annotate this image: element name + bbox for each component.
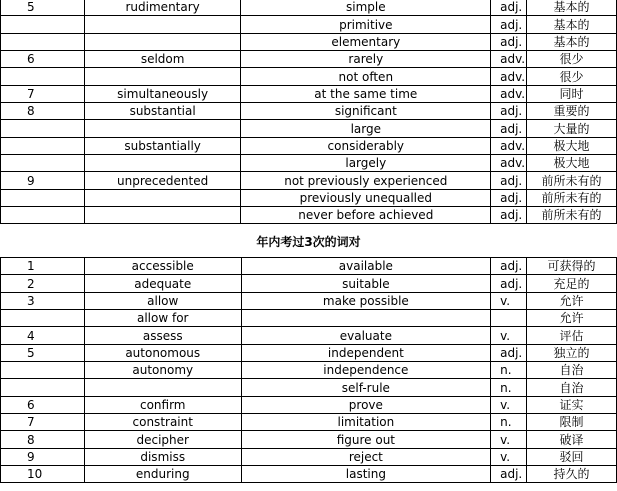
table-row (1, 258, 617, 275)
cell-part-of-speech: adj. (491, 275, 527, 292)
cell-number: 6 (1, 51, 85, 68)
table-row (1, 310, 617, 327)
cell-number: 8 (1, 431, 85, 448)
cell-number: 7 (1, 85, 85, 102)
table-row (1, 396, 617, 413)
cell-synonym: make possible (241, 292, 491, 309)
cell-part-of-speech: adj. (491, 120, 527, 137)
cell-part-of-speech: adj. (491, 466, 527, 483)
cell-chinese-meaning: 基本的 (527, 16, 617, 33)
table-row (1, 327, 617, 344)
cell-synonym: simple (241, 0, 491, 16)
cell-word: assess (84, 327, 241, 344)
cell-part-of-speech: v. (491, 448, 527, 465)
cell-synonym: available (241, 258, 491, 275)
cell-part-of-speech: adj. (491, 103, 527, 120)
table-row (1, 103, 617, 120)
cell-number (1, 16, 85, 33)
cell-part-of-speech: n. (491, 362, 527, 379)
cell-chinese-meaning: 大量的 (527, 120, 617, 137)
table-row (1, 379, 617, 396)
cell-part-of-speech: v. (491, 327, 527, 344)
cell-number: 9 (1, 172, 85, 189)
cell-synonym (241, 310, 491, 327)
cell-number (1, 310, 85, 327)
cell-part-of-speech: n. (491, 414, 527, 431)
cell-number: 1 (1, 258, 85, 275)
cell-part-of-speech: adv. (491, 85, 527, 102)
cell-part-of-speech: adv. (491, 155, 527, 172)
cell-word: rudimentary (84, 0, 241, 16)
table-row (1, 414, 617, 431)
cell-word: dismiss (84, 448, 241, 465)
cell-part-of-speech: adj. (491, 258, 527, 275)
cell-synonym: large (241, 120, 491, 137)
cell-part-of-speech: adj. (491, 207, 527, 224)
cell-chinese-meaning: 证实 (527, 396, 617, 413)
cell-word: simultaneously (84, 85, 241, 102)
cell-number (1, 33, 85, 50)
cell-part-of-speech: adj. (491, 0, 527, 16)
cell-number: 6 (1, 396, 85, 413)
cell-word: confirm (84, 396, 241, 413)
table-row (1, 189, 617, 206)
table-row (1, 344, 617, 361)
table-row (1, 207, 617, 224)
cell-word: substantially (84, 137, 241, 154)
cell-synonym: independence (241, 362, 491, 379)
cell-chinese-meaning: 前所未有的 (527, 207, 617, 224)
cell-synonym: reject (241, 448, 491, 465)
cell-chinese-meaning: 极大地 (527, 137, 617, 154)
table-row (1, 466, 617, 483)
table-row (1, 431, 617, 448)
cell-number (1, 155, 85, 172)
cell-chinese-meaning: 基本的 (527, 0, 617, 16)
cell-word (84, 68, 241, 85)
cell-number: 3 (1, 292, 85, 309)
cell-chinese-meaning: 独立的 (527, 344, 617, 361)
cell-synonym: elementary (241, 33, 491, 50)
cell-synonym: lasting (241, 466, 491, 483)
table-row (1, 16, 617, 33)
cell-part-of-speech: v. (491, 431, 527, 448)
cell-chinese-meaning: 重要的 (527, 103, 617, 120)
cell-word (84, 16, 241, 33)
cell-synonym: not previously experienced (241, 172, 491, 189)
cell-number (1, 120, 85, 137)
vocab-table-1 (0, 0, 617, 224)
table-row (1, 292, 617, 309)
cell-synonym: limitation (241, 414, 491, 431)
cell-word (84, 120, 241, 137)
cell-synonym: prove (241, 396, 491, 413)
cell-word: decipher (84, 431, 241, 448)
cell-word: unprecedented (84, 172, 241, 189)
table-row (1, 33, 617, 50)
cell-synonym: not often (241, 68, 491, 85)
cell-word: adequate (84, 275, 241, 292)
table-row (1, 275, 617, 292)
cell-word: allow (84, 292, 241, 309)
cell-word (84, 207, 241, 224)
cell-synonym: self-rule (241, 379, 491, 396)
cell-part-of-speech: v. (491, 396, 527, 413)
vocab-table-2 (0, 257, 617, 483)
cell-synonym: never before achieved (241, 207, 491, 224)
cell-part-of-speech: adv. (491, 51, 527, 68)
table-row (1, 448, 617, 465)
cell-part-of-speech: adj. (491, 16, 527, 33)
cell-number: 9 (1, 448, 85, 465)
section-title: 年内考过3次的词对 (256, 235, 361, 249)
cell-chinese-meaning: 同时 (527, 85, 617, 102)
cell-part-of-speech: adj. (491, 189, 527, 206)
cell-part-of-speech: adj. (491, 33, 527, 50)
cell-number: 2 (1, 275, 85, 292)
cell-chinese-meaning: 允许 (527, 292, 617, 309)
cell-part-of-speech: adj. (491, 172, 527, 189)
cell-synonym: figure out (241, 431, 491, 448)
table-row (1, 120, 617, 137)
cell-word: enduring (84, 466, 241, 483)
cell-chinese-meaning: 自治 (527, 379, 617, 396)
cell-part-of-speech: adj. (491, 344, 527, 361)
table-row (1, 51, 617, 68)
cell-chinese-meaning: 驳回 (527, 448, 617, 465)
cell-number (1, 362, 85, 379)
cell-word: accessible (84, 258, 241, 275)
cell-number (1, 68, 85, 85)
cell-word: constraint (84, 414, 241, 431)
cell-synonym: previously unequalled (241, 189, 491, 206)
cell-synonym: evaluate (241, 327, 491, 344)
cell-part-of-speech (491, 310, 527, 327)
cell-synonym: independent (241, 344, 491, 361)
cell-chinese-meaning: 充足的 (527, 275, 617, 292)
table-row (1, 172, 617, 189)
table-row (1, 155, 617, 172)
table-row (1, 68, 617, 85)
cell-number: 5 (1, 344, 85, 361)
cell-number (1, 207, 85, 224)
cell-chinese-meaning: 很少 (527, 68, 617, 85)
table-row (1, 362, 617, 379)
cell-chinese-meaning: 评估 (527, 327, 617, 344)
cell-word (84, 189, 241, 206)
cell-word (84, 33, 241, 50)
cell-number: 4 (1, 327, 85, 344)
cell-synonym: largely (241, 155, 491, 172)
cell-chinese-meaning: 限制 (527, 414, 617, 431)
cell-part-of-speech: n. (491, 379, 527, 396)
cell-number: 8 (1, 103, 85, 120)
cell-part-of-speech: adv. (491, 137, 527, 154)
cell-chinese-meaning: 允许 (527, 310, 617, 327)
cell-number (1, 189, 85, 206)
cell-chinese-meaning: 基本的 (527, 33, 617, 50)
table-row (1, 137, 617, 154)
cell-chinese-meaning: 持久的 (527, 466, 617, 483)
cell-number: 10 (1, 466, 85, 483)
table-row (1, 0, 617, 16)
cell-word: allow for (84, 310, 241, 327)
cell-synonym: significant (241, 103, 491, 120)
cell-synonym: considerably (241, 137, 491, 154)
cell-chinese-meaning: 极大地 (527, 155, 617, 172)
cell-word (84, 379, 241, 396)
cell-number: 7 (1, 414, 85, 431)
cell-part-of-speech: v. (491, 292, 527, 309)
cell-chinese-meaning: 破译 (527, 431, 617, 448)
cell-chinese-meaning: 前所未有的 (527, 172, 617, 189)
cell-word: substantial (84, 103, 241, 120)
cell-number (1, 137, 85, 154)
cell-word (84, 155, 241, 172)
cell-synonym: rarely (241, 51, 491, 68)
cell-number: 5 (1, 0, 85, 16)
cell-word: autonomous (84, 344, 241, 361)
cell-chinese-meaning: 前所未有的 (527, 189, 617, 206)
cell-part-of-speech: adv. (491, 68, 527, 85)
cell-chinese-meaning: 很少 (527, 51, 617, 68)
cell-word: seldom (84, 51, 241, 68)
table-row (1, 85, 617, 102)
cell-synonym: at the same time (241, 85, 491, 102)
cell-synonym: primitive (241, 16, 491, 33)
cell-chinese-meaning: 自治 (527, 362, 617, 379)
cell-number (1, 379, 85, 396)
vocab-table-1-body (1, 0, 617, 224)
vocab-table-2-body (1, 258, 617, 483)
cell-synonym: suitable (241, 275, 491, 292)
cell-word: autonomy (84, 362, 241, 379)
cell-chinese-meaning: 可获得的 (527, 258, 617, 275)
